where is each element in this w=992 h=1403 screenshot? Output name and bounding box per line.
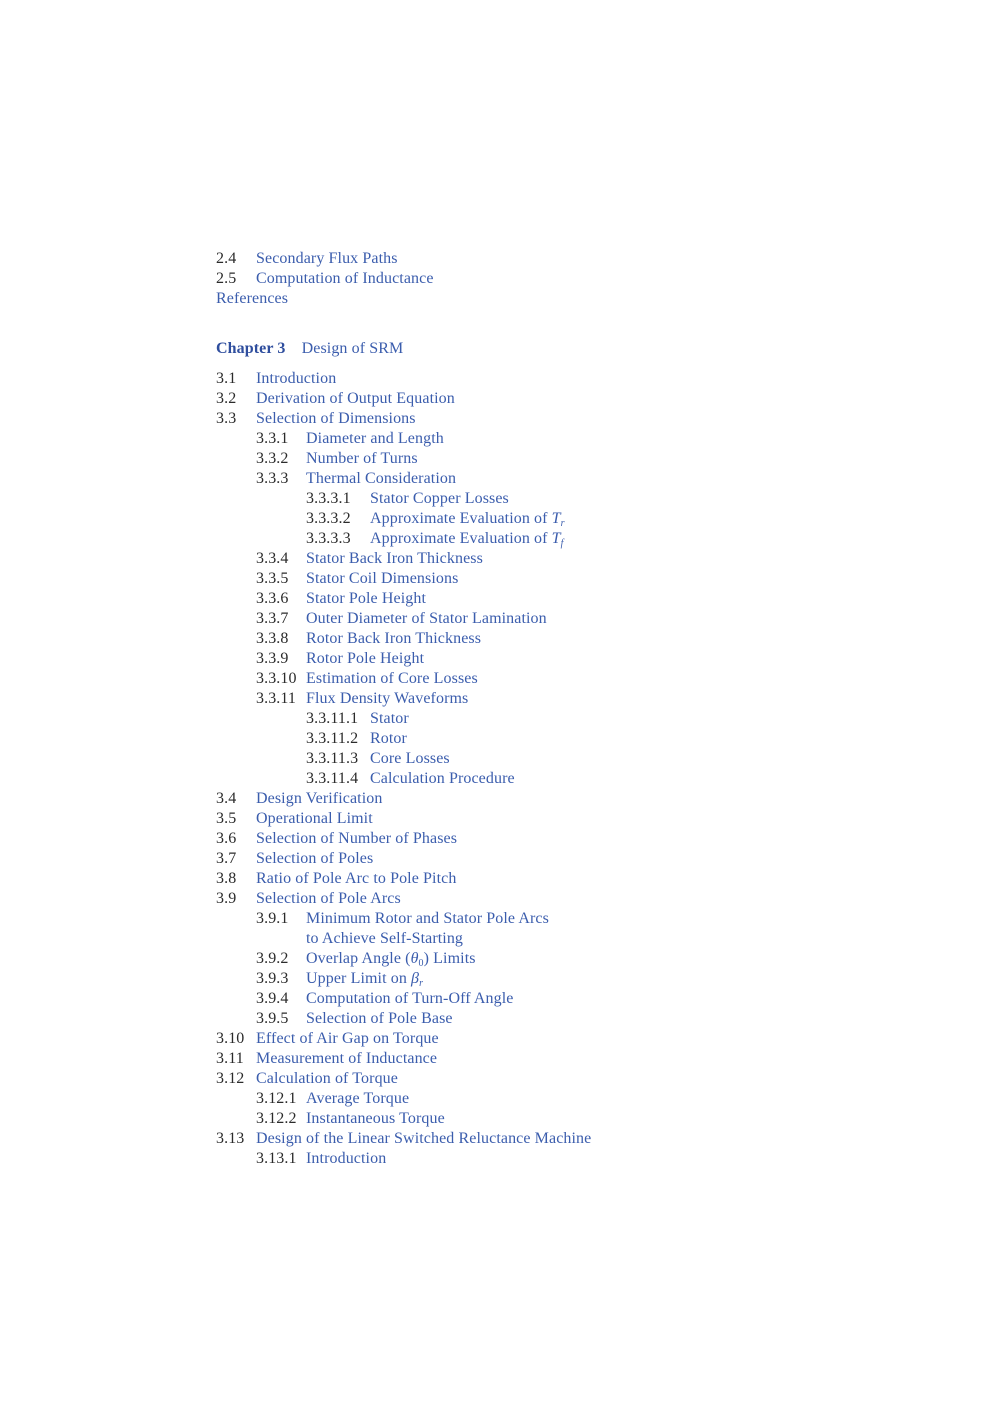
section-title[interactable]: Introduction (256, 370, 337, 387)
section-title[interactable]: Thermal Consideration (306, 470, 457, 487)
section-title-continuation[interactable]: to Achieve Self-Starting (306, 930, 464, 947)
section-number: 3.3.6 (256, 590, 289, 607)
section-title[interactable]: Stator Pole Height (306, 590, 427, 607)
section-title[interactable]: Selection of Dimensions (256, 410, 416, 427)
references-link[interactable]: References (216, 290, 289, 307)
section-title[interactable]: Design Verification (256, 790, 383, 807)
section-title[interactable]: Selection of Pole Base (306, 1010, 453, 1027)
section-title[interactable]: Ratio of Pole Arc to Pole Pitch (256, 870, 457, 887)
section-title[interactable]: Core Losses (370, 750, 450, 767)
section-title[interactable]: Derivation of Output Equation (256, 390, 455, 407)
math-symbol: T (551, 530, 561, 547)
section-number: 3.9.5 (256, 1010, 289, 1027)
section-title[interactable] (306, 969, 423, 989)
section-title[interactable]: Introduction (306, 1150, 387, 1167)
section-title[interactable] (370, 509, 565, 529)
section-title[interactable]: Stator Back Iron Thickness (306, 550, 483, 567)
section-number: 3.4 (216, 790, 237, 807)
math-subscript: 0 (418, 958, 424, 969)
section-number: 3.13 (216, 1130, 245, 1147)
section-number: 3.3.7 (256, 610, 289, 627)
section-number: 3.7 (216, 850, 237, 867)
section-number: 3.3.11.3 (306, 750, 359, 767)
references-entry[interactable] (216, 289, 288, 309)
math-subscript: f (560, 538, 564, 549)
section-title[interactable]: Stator Copper Losses (370, 490, 509, 507)
section-title[interactable]: Estimation of Core Losses (306, 670, 478, 687)
section-title[interactable]: Minimum Rotor and Stator Pole Arcs (306, 910, 549, 927)
title-text: Upper Limit on (306, 970, 412, 987)
section-number: 3.3.4 (256, 550, 289, 567)
section-title[interactable]: Selection of Poles (256, 850, 374, 867)
math-subscript: r (419, 978, 424, 989)
title-text: Overlap Angle ( (306, 950, 411, 967)
section-title[interactable]: Rotor (370, 730, 407, 747)
section-title[interactable]: Stator Coil Dimensions (306, 570, 459, 587)
section-title[interactable] (370, 529, 564, 549)
chapter-heading[interactable] (216, 339, 403, 359)
section-number: 3.12.1 (256, 1090, 297, 1107)
section-number: 3.3.3.2 (306, 510, 351, 527)
section-number: 3.12.2 (256, 1110, 297, 1127)
section-number: 3.3.2 (256, 450, 289, 467)
section-number: 3.9.1 (256, 910, 289, 927)
section-number: 3.3.11 (256, 690, 297, 707)
section-number: 3.9 (216, 890, 237, 907)
section-title[interactable]: Calculation of Torque (256, 1070, 398, 1087)
section-number: 3.6 (216, 830, 237, 847)
section-title[interactable]: Diameter and Length (306, 430, 444, 447)
chapter-title[interactable]: Design of SRM (301, 340, 404, 357)
section-number: 3.3.9 (256, 650, 289, 667)
section-title[interactable]: Selection of Pole Arcs (256, 890, 401, 907)
section-number: 3.9.3 (256, 970, 289, 987)
section-number: 3.9.2 (256, 950, 289, 967)
section-number: 3.9.4 (256, 990, 289, 1007)
section-title[interactable]: Rotor Back Iron Thickness (306, 630, 482, 647)
section-number: 3.3.10 (256, 670, 297, 687)
section-number: 3.13.1 (256, 1150, 297, 1167)
section-title[interactable]: Stator (370, 710, 409, 727)
section-title[interactable]: Outer Diameter of Stator Lamination (306, 610, 547, 627)
title-text: ) Limits (423, 950, 476, 967)
section-title[interactable]: Design of the Linear Switched Reluctance Machine (256, 1130, 592, 1147)
section-number: 3.11 (216, 1050, 244, 1067)
section-number: 3.3.11.4 (306, 770, 359, 787)
title-text: Approximate Evaluation of (370, 530, 552, 547)
section-number: 3.3.1 (256, 430, 289, 447)
section-title[interactable]: Rotor Pole Height (306, 650, 425, 667)
section-number: 3.3.11.2 (306, 730, 359, 747)
section-number: 3.12 (216, 1070, 245, 1087)
section-number: 2.5 (216, 270, 237, 287)
section-title[interactable]: Calculation Procedure (370, 770, 515, 787)
section-number: 3.1 (216, 370, 237, 387)
section-title[interactable]: Secondary Flux Paths (256, 250, 398, 267)
section-title[interactable]: Instantaneous Torque (306, 1110, 445, 1127)
section-number: 3.10 (216, 1030, 245, 1047)
section-title[interactable]: Operational Limit (256, 810, 373, 827)
section-title[interactable] (306, 949, 476, 969)
math-symbol: θ (410, 950, 419, 967)
math-symbol: β (411, 970, 420, 987)
section-number: 3.3.11.1 (306, 710, 359, 727)
section-number: 3.3 (216, 410, 237, 427)
section-number: 3.3.3.1 (306, 490, 351, 507)
section-number: 3.3.5 (256, 570, 289, 587)
chapter-label: Chapter 3 (216, 340, 286, 357)
section-number: 3.3.8 (256, 630, 289, 647)
section-title[interactable]: Number of Turns (306, 450, 418, 467)
math-symbol: T (551, 510, 561, 527)
section-number: 3.2 (216, 390, 237, 407)
section-title[interactable]: Effect of Air Gap on Torque (256, 1030, 439, 1047)
section-number: 3.3.3.3 (306, 530, 351, 547)
section-title[interactable]: Computation of Turn-Off Angle (306, 990, 514, 1007)
section-number: 3.3.3 (256, 470, 289, 487)
section-title[interactable]: Computation of Inductance (256, 270, 434, 287)
section-number: 3.8 (216, 870, 237, 887)
section-title[interactable]: Measurement of Inductance (256, 1050, 438, 1067)
math-subscript: r (560, 518, 565, 529)
section-number: 3.5 (216, 810, 237, 827)
section-title[interactable]: Average Torque (306, 1090, 410, 1107)
section-title[interactable]: Flux Density Waveforms (306, 690, 469, 707)
section-number: 2.4 (216, 250, 237, 267)
title-text: Approximate Evaluation of (370, 510, 552, 527)
section-title[interactable]: Selection of Number of Phases (256, 830, 458, 847)
